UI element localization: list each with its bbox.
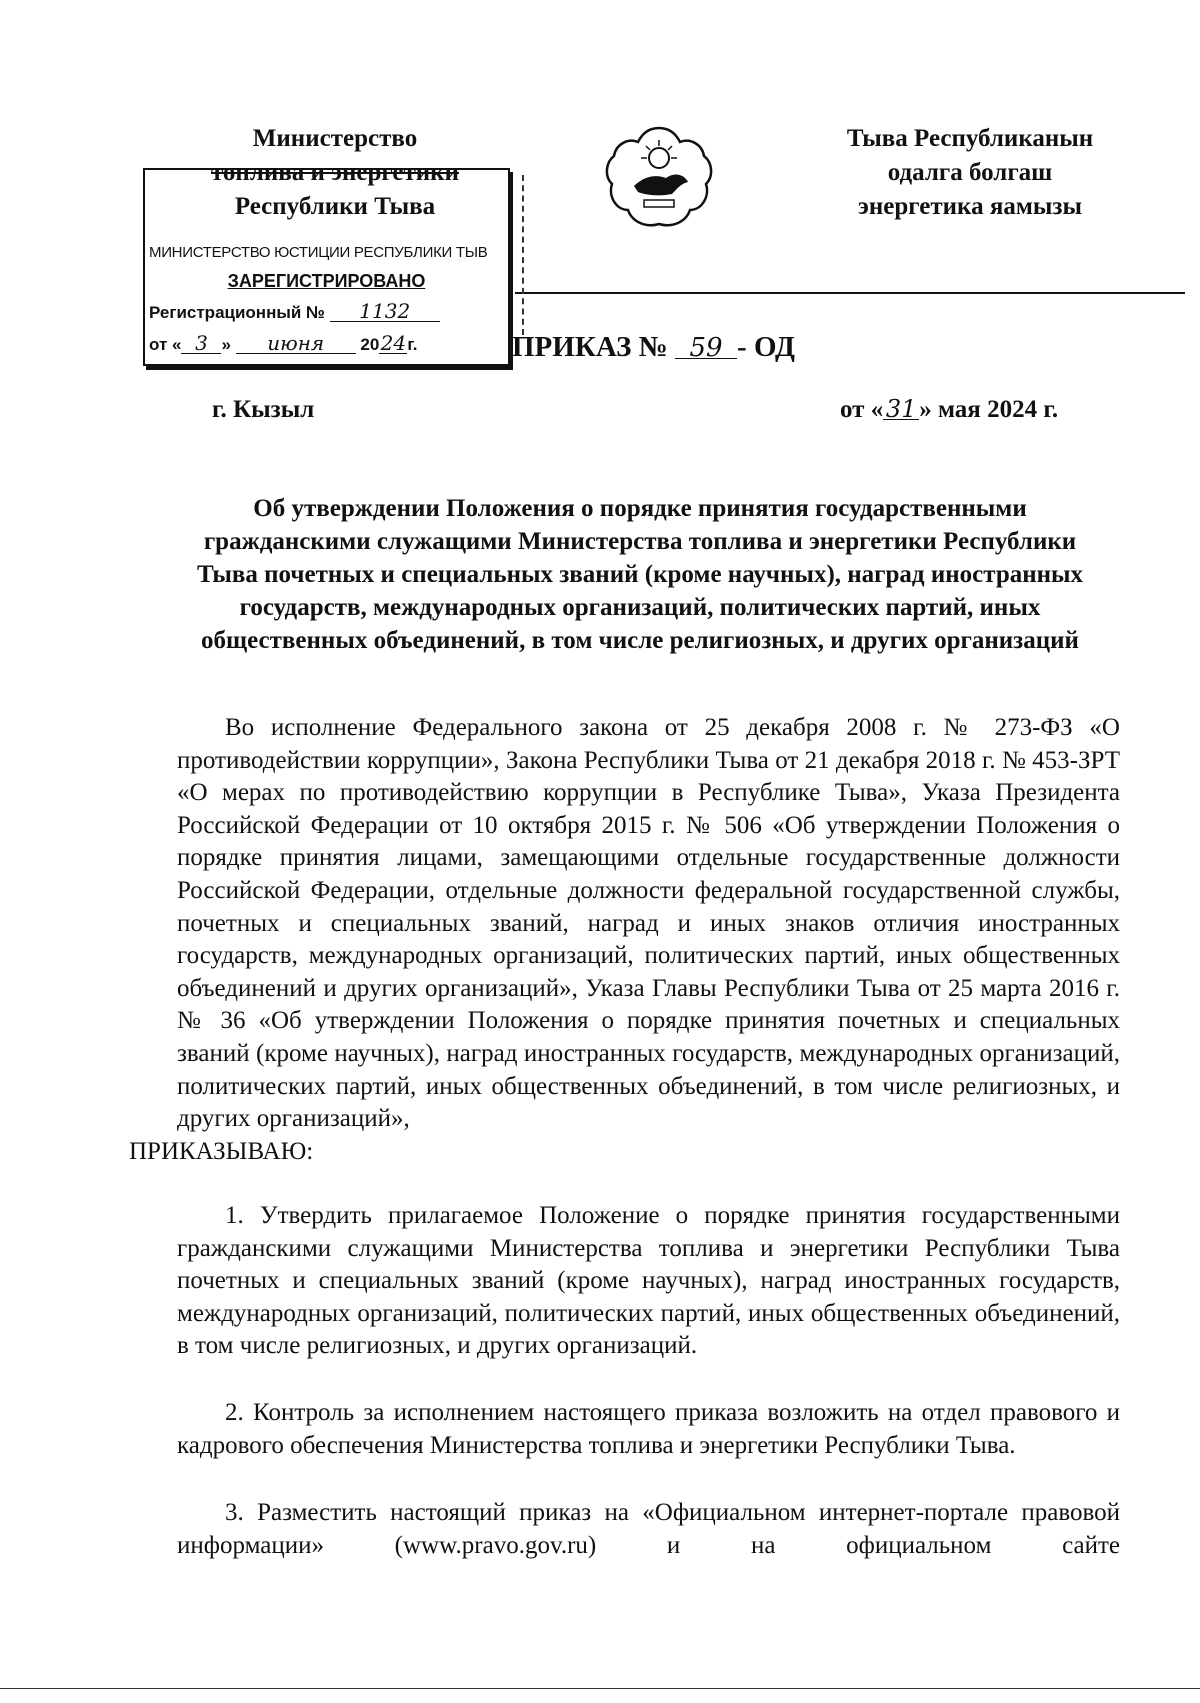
stamp-date-prefix: от « (149, 335, 182, 354)
order-item-2: 2. Контроль за исполнением настоящего приказа возложить на отдел правового и кадрового обеспечения Министерства топлива и энергетики Республики Тыва. (177, 1399, 1120, 1459)
stamp-ministry: МИНИСТЕРСТВО ЮСТИЦИИ РЕСПУБЛИКИ ТЫВ (149, 244, 488, 261)
ministry-name-tyv-line1: Тыва Республиканын (846, 125, 1094, 152)
page-bottom-edge (0, 1688, 1200, 1689)
stamp-date-end: г. (407, 335, 418, 354)
document-title: Об утверждении Положения о порядке принятия государственными гражданскими служащими Министерства топлива и энергетики Республики Тыва почетных и специальных званий (кроме научных), наград иностранных государств, международных организаций, политических партий, иных общественных объединений, в том числе религиозных, и других организаций (196, 495, 1084, 654)
order-date-prefix: от « (840, 396, 884, 423)
stamp-registration-number (149, 301, 504, 323)
ministry-name-tyv-line3: энергетика яамызы (858, 193, 1082, 220)
header-divider (515, 292, 1185, 294)
ministry-name-tyv (790, 122, 1150, 224)
order-date-suffix: » мая 2024 г. (919, 396, 1059, 423)
order-number: 59 (675, 338, 737, 359)
stamp-registered: ЗАРЕГИСТРИРОВАНО (227, 271, 426, 291)
tuva-coat-of-arms-icon (600, 120, 718, 238)
command-word: ПРИКАЗЫВАЮ: (129, 1137, 314, 1165)
order-item-3: 3. Разместить настоящий приказ на «Официальном интернет-портале правовой информации» (www.pravo.gov.ru) и на официальном сайте (177, 1499, 1120, 1559)
ministry-name-ru-line2: топлива и энергетики (210, 159, 459, 186)
stamp-date-year-prefix: 20 (360, 335, 380, 354)
stamp-reg-label: Регистрационный № (149, 303, 325, 322)
margin-dash-line (522, 175, 524, 335)
order-date (840, 396, 1058, 424)
place-of-issue: г. Кызыл (212, 396, 315, 423)
order-suffix: - ОД (737, 331, 796, 363)
stamp-date-year-suffix: 24 (380, 331, 407, 355)
stamp-date-month: июня (236, 333, 356, 354)
registration-stamp (143, 168, 510, 366)
preamble-text: Во исполнение Федерального закона от 25 декабря 2008 г. № 273-ФЗ «О противодействии коррупции», Закона Республики Тыва от 21 декабря 2018 г. № 453-ЗРТ «О мерах по противодействию коррупции в Республике Тыва», Указа Президента Российской Федерации от 10 октября 2015 г. № 506 «Об утверждении Положения о порядке принятия лицами, замещающими отдельные государственные должности Российской Федерации, отдельные должности федеральной государственной службы, почетных и специальных званий, наград и иных знаков отличия иностранных государств, международных организаций, политических партий, иных общественных объединений и других организаций», Указа Главы Республики Тыва от 25 марта 2016 г. № 36 «Об утверждении Положения о порядке принятия почетных и специальных званий (кроме научных), наград иностранных государств, международных организаций, политических партий, иных общественных объединений, в том числе религиозных, и других организаций», (177, 714, 1120, 1133)
stamp-reg-number: 1132 (330, 301, 440, 322)
ministry-name-ru-line3: Республики Тыва (234, 193, 436, 220)
preamble-paragraph (129, 712, 1120, 1168)
order-label: ПРИКАЗ № (512, 331, 668, 363)
order-number-line (512, 331, 795, 364)
stamp-date-mid: » (221, 335, 231, 354)
order-date-day: 31 (883, 399, 919, 420)
stamp-date (149, 333, 504, 355)
ministry-name-ru-line1: Министерство (252, 125, 418, 152)
stamp-date-day: 3 (181, 333, 221, 354)
ministry-name-tyv-line2: одалга болгаш (887, 159, 1053, 186)
order-item-1: 1. Утвердить прилагаемое Положение о порядке принятия государственными гражданскими служащими Министерства топлива и энергетики Республики Тыва почетных и специальных званий (кроме научных), наград иностранных государств, международных организаций, политических партий, иных общественных объединений, в том числе религиозных, и других организаций. (177, 1202, 1120, 1360)
